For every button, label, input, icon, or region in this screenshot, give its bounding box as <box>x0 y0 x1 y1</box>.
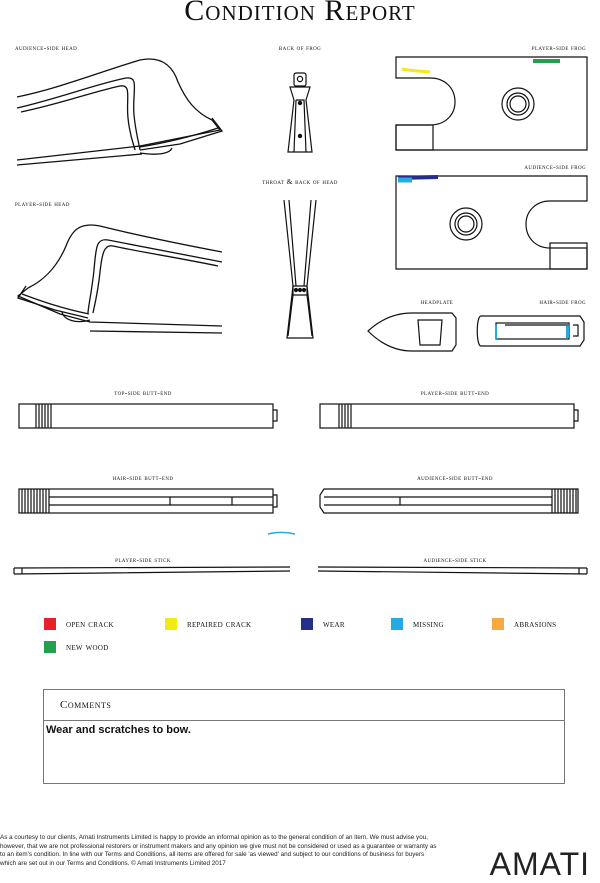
legend-item-new-wood <box>44 640 109 654</box>
page-title: Condition Report <box>184 0 416 27</box>
legend-item-missing <box>391 617 444 631</box>
legend-item-repaired-crack <box>165 617 251 631</box>
label-hair-side-butt-end: hair-side butt-end <box>112 473 174 482</box>
label-audience-side-frog: audience-side frog <box>524 162 586 171</box>
legend-label: repaired crack <box>187 618 252 630</box>
label-audience-side-stick: audience-side stick <box>423 555 487 564</box>
legend-label: missing <box>413 618 444 630</box>
legend-label: abrasions <box>514 618 557 630</box>
legend-label: new wood <box>66 641 109 653</box>
swatch-missing <box>391 618 403 630</box>
label-audience-side-head: audience-side head <box>15 43 78 52</box>
label-player-side-stick: player-side stick <box>115 555 171 564</box>
label-player-side-butt-end: player-side butt-end <box>420 388 490 397</box>
legend-item-open-crack <box>44 617 114 631</box>
label-throat-back-of-head: throat & back of head <box>262 177 338 186</box>
swatch-abrasions <box>492 618 504 630</box>
label-back-of-frog: back of frog <box>278 43 322 52</box>
swatch-new-wood <box>44 641 56 653</box>
swatch-open-crack <box>44 618 56 630</box>
legend-label: open crack <box>66 618 114 630</box>
label-hair-side-frog: hair-side frog <box>539 297 586 306</box>
legend-label: wear <box>323 618 345 630</box>
legend-item-wear <box>301 617 345 631</box>
label-audience-side-butt-end: audience-side butt-end <box>417 473 493 482</box>
swatch-repaired-crack <box>165 618 177 630</box>
disclaimer-text: As a courtesy to our clients, Amati Instruments Limited is happy to provide an informal opinion as to the general condition of an item. We must advise you, however, that we are not professional restorers or instrument makers and any opinion we give must not be considered or used as a guarantee or warranty as to an item's condition. In line with our Terms and Conditions, all items are offered for sale 'as viewed' and subject to our conditions of business for buyers which are set out in our Terms and Conditions. © Amati Instruments Limited 2017 <box>0 834 437 867</box>
legend-item-abrasions <box>492 617 556 631</box>
label-player-side-head: player-side head <box>15 199 70 208</box>
comments-text[interactable]: Wear and scratches to bow. <box>46 724 191 736</box>
label-player-side-frog: player-side frog <box>531 43 586 52</box>
comments-box <box>43 689 565 784</box>
swatch-wear <box>301 618 313 630</box>
amati-logo: AMATI <box>489 846 590 882</box>
label-top-side-butt-end: top-side butt-end <box>114 388 172 397</box>
label-headplate: headplate <box>420 297 454 306</box>
comments-heading: Comments <box>44 690 564 721</box>
